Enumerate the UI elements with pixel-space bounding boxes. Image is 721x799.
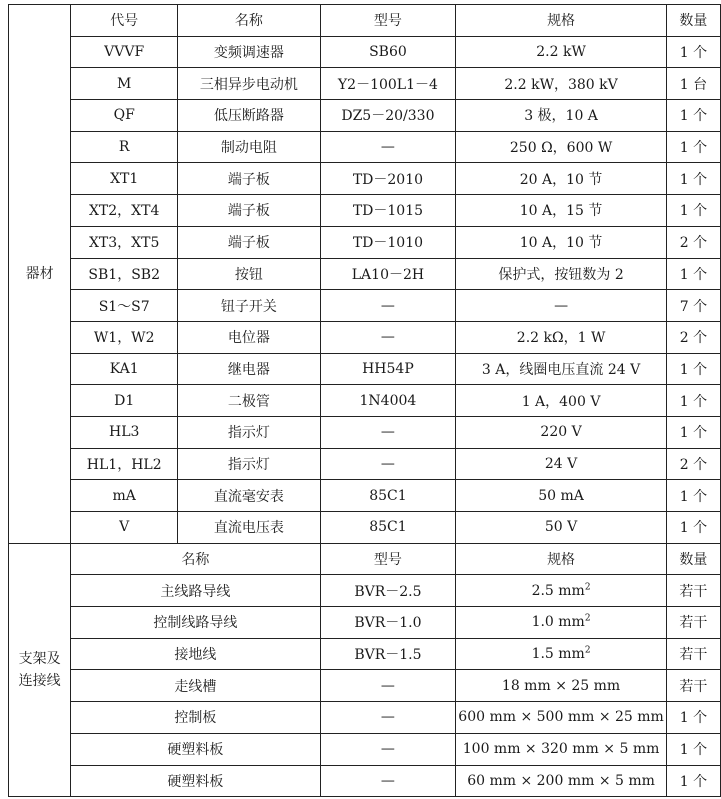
- spec-value: 60 mm × 200 mm × 5 mm: [467, 772, 655, 789]
- model-cell: —: [320, 290, 456, 322]
- spec-cell: 2.2 kW，380 kV: [456, 68, 667, 100]
- qty-cell: 1 个: [666, 258, 720, 290]
- table-row: [9, 670, 721, 702]
- model-cell: BVR－1.0: [320, 607, 456, 639]
- table-row: [9, 68, 721, 100]
- qty-cell: 1 个: [666, 416, 720, 448]
- spec-cell: 10 A，10 节: [456, 226, 667, 258]
- table-row: [9, 765, 721, 797]
- model-cell: SB60: [320, 36, 456, 68]
- table-row: [9, 131, 721, 163]
- qty-cell: 1 个: [666, 100, 720, 132]
- name-cell: 直流电压表: [178, 512, 320, 544]
- name-cell: 直流毫安表: [178, 480, 320, 512]
- column-header: 代号: [71, 5, 178, 37]
- equipment-group-label: 器材: [9, 5, 71, 544]
- table-row: [9, 163, 721, 195]
- spec-value: 2.5 mm: [531, 582, 585, 599]
- model-cell: —: [320, 702, 456, 734]
- name-cell: 二极管: [178, 385, 320, 417]
- spec-value: 1.0 mm: [531, 614, 585, 631]
- qty-cell: 1 个: [666, 702, 720, 734]
- support-group-label: [9, 543, 71, 797]
- qty-cell: 7 个: [666, 290, 720, 322]
- spec-superscript: 2: [584, 582, 591, 593]
- model-cell: —: [320, 416, 456, 448]
- table-row: [9, 353, 721, 385]
- support-header-row: [9, 543, 721, 575]
- table-row: [9, 321, 721, 353]
- qty-cell: 2 个: [666, 321, 720, 353]
- name-cell: 主线路导线: [71, 575, 320, 607]
- name-cell: 端子板: [178, 163, 320, 195]
- name-cell: 指示灯: [178, 448, 320, 480]
- equipment-header-row: [9, 5, 721, 37]
- model-cell: —: [320, 765, 456, 797]
- equipment-table-body: [9, 5, 721, 797]
- name-cell: 制动电阻: [178, 131, 320, 163]
- qty-cell: 2 个: [666, 226, 720, 258]
- spec-cell: [456, 638, 667, 670]
- code-cell: XT3，XT5: [71, 226, 178, 258]
- spec-cell: [456, 733, 667, 765]
- spec-value: 600 mm × 500 mm × 25 mm: [458, 709, 664, 726]
- column-header: 数量: [666, 5, 720, 37]
- qty-cell: 1 个: [666, 512, 720, 544]
- qty-cell: 1 个: [666, 353, 720, 385]
- code-cell: QF: [71, 100, 178, 132]
- name-cell: 变频调速器: [178, 36, 320, 68]
- table-row: [9, 607, 721, 639]
- column-header: 型号: [320, 543, 456, 575]
- table-row: [9, 480, 721, 512]
- spec-cell: 2.2 kW: [456, 36, 667, 68]
- name-cell: 硬塑料板: [71, 765, 320, 797]
- column-header: 名称: [71, 543, 320, 575]
- code-cell: KA1: [71, 353, 178, 385]
- table-row: [9, 575, 721, 607]
- column-header: 数量: [666, 543, 720, 575]
- spec-cell: 3 A，线圈电压直流 24 V: [456, 353, 667, 385]
- qty-cell: 1 个: [666, 765, 720, 797]
- model-cell: 85C1: [320, 480, 456, 512]
- model-cell: DZ5－20/330: [320, 100, 456, 132]
- spec-cell: 220 V: [456, 416, 667, 448]
- column-header: 规格: [456, 5, 667, 37]
- model-cell: —: [320, 321, 456, 353]
- spec-cell: [456, 575, 667, 607]
- table-row: [9, 416, 721, 448]
- spec-cell: [456, 670, 667, 702]
- table-row: [9, 702, 721, 734]
- qty-cell: 若干: [666, 607, 720, 639]
- table-row: [9, 36, 721, 68]
- spec-cell: 20 A，10 节: [456, 163, 667, 195]
- spec-value: 18 mm × 25 mm: [501, 677, 621, 694]
- spec-cell: 250 Ω，600 W: [456, 131, 667, 163]
- model-cell: —: [320, 733, 456, 765]
- spec-cell: 1 A，400 V: [456, 385, 667, 417]
- table-row: [9, 195, 721, 227]
- model-cell: —: [320, 448, 456, 480]
- qty-cell: 若干: [666, 670, 720, 702]
- name-cell: 控制线路导线: [71, 607, 320, 639]
- model-cell: LA10－2H: [320, 258, 456, 290]
- code-cell: D1: [71, 385, 178, 417]
- code-cell: SB1，SB2: [71, 258, 178, 290]
- spec-cell: 保护式，按钮数为 2: [456, 258, 667, 290]
- name-cell: 硬塑料板: [71, 733, 320, 765]
- qty-cell: 1 台: [666, 68, 720, 100]
- table-row: [9, 733, 721, 765]
- name-cell: 端子板: [178, 195, 320, 227]
- spec-cell: 50 V: [456, 512, 667, 544]
- spec-cell: [456, 702, 667, 734]
- qty-cell: 1 个: [666, 480, 720, 512]
- table-row: [9, 100, 721, 132]
- name-cell: 接地线: [71, 638, 320, 670]
- spec-superscript: 2: [584, 613, 591, 624]
- code-cell: HL1，HL2: [71, 448, 178, 480]
- column-header: 名称: [178, 5, 320, 37]
- table-row: [9, 638, 721, 670]
- qty-cell: 1 个: [666, 733, 720, 765]
- table-row: [9, 258, 721, 290]
- spec-value: 1.5 mm: [531, 646, 585, 663]
- name-cell: 继电器: [178, 353, 320, 385]
- model-cell: TD－1015: [320, 195, 456, 227]
- model-cell: 1N4004: [320, 385, 456, 417]
- model-cell: BVR－2.5: [320, 575, 456, 607]
- code-cell: VVVF: [71, 36, 178, 68]
- spec-superscript: 2: [584, 645, 591, 656]
- table-row: [9, 448, 721, 480]
- spec-cell: 2.2 kΩ，1 W: [456, 321, 667, 353]
- qty-cell: 1 个: [666, 195, 720, 227]
- code-cell: XT1: [71, 163, 178, 195]
- name-cell: 电位器: [178, 321, 320, 353]
- spec-value: 100 mm × 320 mm × 5 mm: [462, 741, 660, 758]
- name-cell: 端子板: [178, 226, 320, 258]
- column-header: 型号: [320, 5, 456, 37]
- code-cell: M: [71, 68, 178, 100]
- name-cell: 钮子开关: [178, 290, 320, 322]
- code-cell: XT2，XT4: [71, 195, 178, 227]
- spec-cell: 10 A，15 节: [456, 195, 667, 227]
- model-cell: 85C1: [320, 512, 456, 544]
- code-cell: W1，W2: [71, 321, 178, 353]
- spec-cell: —: [456, 290, 667, 322]
- model-cell: TD－2010: [320, 163, 456, 195]
- qty-cell: 若干: [666, 638, 720, 670]
- name-cell: 指示灯: [178, 416, 320, 448]
- spec-cell: 50 mA: [456, 480, 667, 512]
- code-cell: mA: [71, 480, 178, 512]
- model-cell: BVR－1.5: [320, 638, 456, 670]
- support-group-label-line2: 连接线: [18, 672, 61, 689]
- table-row: [9, 512, 721, 544]
- spec-cell: 3 极，10 A: [456, 100, 667, 132]
- name-cell: 按钮: [178, 258, 320, 290]
- qty-cell: 1 个: [666, 36, 720, 68]
- spec-cell: [456, 765, 667, 797]
- support-group-label-line1: 支架及: [18, 650, 61, 667]
- name-cell: 走线槽: [71, 670, 320, 702]
- spec-cell: [456, 607, 667, 639]
- table-row: [9, 290, 721, 322]
- model-cell: —: [320, 670, 456, 702]
- table-row: [9, 385, 721, 417]
- name-cell: 低压断路器: [178, 100, 320, 132]
- model-cell: Y2－100L1－4: [320, 68, 456, 100]
- qty-cell: 若干: [666, 575, 720, 607]
- model-cell: HH54P: [320, 353, 456, 385]
- column-header: 规格: [456, 543, 667, 575]
- code-cell: V: [71, 512, 178, 544]
- qty-cell: 1 个: [666, 385, 720, 417]
- code-cell: HL3: [71, 416, 178, 448]
- code-cell: R: [71, 131, 178, 163]
- name-cell: 控制板: [71, 702, 320, 734]
- qty-cell: 2 个: [666, 448, 720, 480]
- table-row: [9, 226, 721, 258]
- name-cell: 三相异步电动机: [178, 68, 320, 100]
- qty-cell: 1 个: [666, 131, 720, 163]
- code-cell: S1～S7: [71, 290, 178, 322]
- equipment-table: [8, 4, 721, 797]
- qty-cell: 1 个: [666, 163, 720, 195]
- model-cell: —: [320, 131, 456, 163]
- model-cell: TD－1010: [320, 226, 456, 258]
- spec-cell: 24 V: [456, 448, 667, 480]
